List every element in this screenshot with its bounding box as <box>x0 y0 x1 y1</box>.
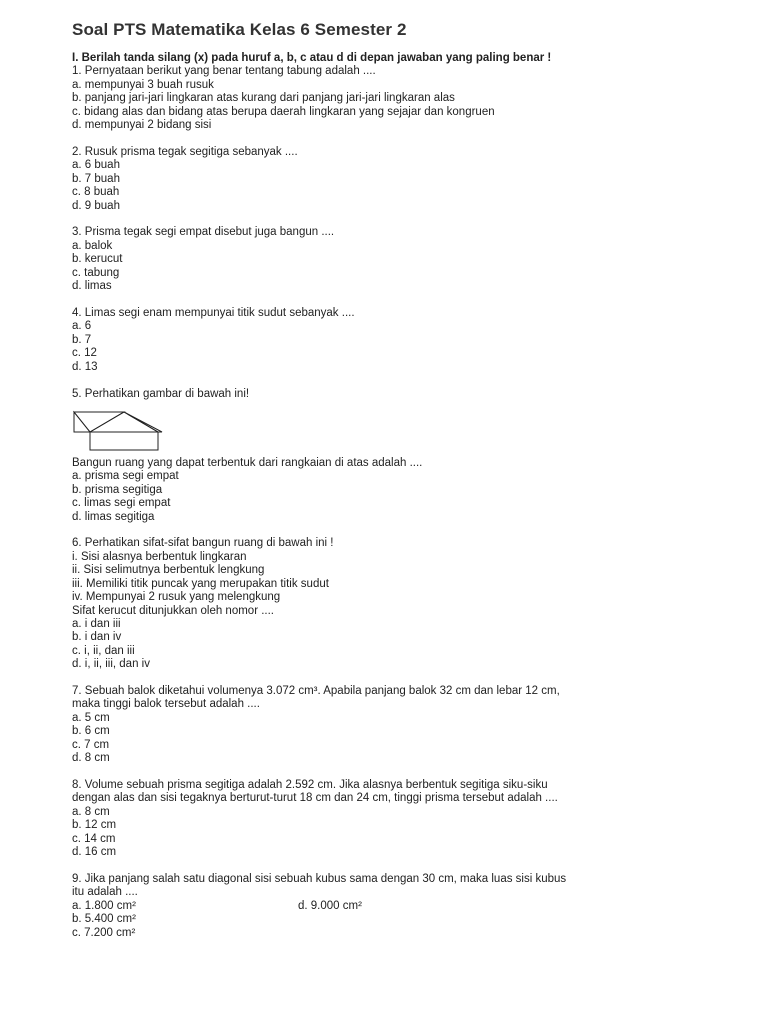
option-b: b. 12 cm <box>72 819 117 832</box>
question-text: 2. Rusuk prisma tegak segitiga sebanyak .... <box>72 145 298 158</box>
option-d: d. limas <box>72 280 112 293</box>
option-d: d. 16 cm <box>72 846 117 858</box>
option-a: a. 6 buah <box>72 159 120 172</box>
question-text-continued: itu adalah .... <box>72 886 138 899</box>
pyramid-net-diagram <box>72 405 164 451</box>
question-followup: Sifat kerucut ditunjukkan oleh nomor .... <box>72 604 274 617</box>
option-b: b. 5.400 cm² <box>72 913 136 926</box>
question-text-continued: dengan alas dan sisi tegaknya berturut-turut 18 cm dan 24 cm, tinggi prisma tersebut adalah .... <box>72 792 558 805</box>
net-top-triangle <box>90 412 158 432</box>
option-a: a. 6 <box>72 320 92 333</box>
statement-ii: ii. Sisi selimutnya berbentuk lengkung <box>72 564 265 577</box>
option-d: d. mempunyai 2 bidang sisi <box>72 119 212 132</box>
option-b: b. 7 buah <box>72 172 120 185</box>
question-9 <box>72 873 712 940</box>
question-text: 1. Pernyataan berikut yang benar tentang tabung adalah .... <box>72 65 376 78</box>
option-a: a. i dan iii <box>72 617 121 630</box>
option-c: c. i, ii, dan iii <box>72 644 135 657</box>
option-b: b. 6 cm <box>72 725 110 738</box>
statement-iv: iv. Mempunyai 2 rusuk yang melengkung <box>72 591 281 604</box>
question-text: 9. Jika panjang salah satu diagonal sisi sebuah kubus sama dengan 30 cm, maka luas sisi kubus <box>72 872 567 885</box>
question-text: 6. Perhatikan sifat-sifat bangun ruang di bawah ini ! <box>72 537 334 550</box>
question-2 <box>72 146 712 213</box>
worksheet-title: Soal PTS Matematika Kelas 6 Semester 2 <box>72 20 407 39</box>
option-a: a. prisma segi empat <box>72 470 179 483</box>
option-d: d. i, ii, iii, dan iv <box>72 658 150 671</box>
option-d: d. 13 <box>72 360 98 373</box>
net-right-triangle <box>124 412 162 432</box>
question-text: 5. Perhatikan gambar di bawah ini! <box>72 387 250 400</box>
statement-iii: iii. Memiliki titik puncak yang merupakan titik sudut <box>72 577 329 590</box>
question-6 <box>72 537 712 671</box>
option-c: c. 8 buah <box>72 186 120 199</box>
option-b: b. 7 <box>72 333 92 346</box>
option-b: b. panjang jari-jari lingkaran atas kurang dari panjang jari-jari lingkaran alas <box>72 92 455 105</box>
option-a: a. balok <box>72 239 113 252</box>
option-a: a. mempunyai 3 buah rusuk <box>72 78 214 91</box>
worksheet-page <box>72 18 712 940</box>
option-a: a. 1.800 cm² <box>72 899 136 912</box>
question-text: 8. Volume sebuah prisma segitiga adalah 2.592 cm. Jika alasnya berbentuk segitiga siku-siku <box>72 778 548 791</box>
question-text: 4. Limas segi enam mempunyai titik sudut sebanyak .... <box>72 307 355 319</box>
question-text-continued: maka tinggi balok tersebut adalah .... <box>72 698 260 711</box>
option-a: a. 8 cm <box>72 805 110 818</box>
question-7 <box>72 685 712 765</box>
net-left-flap <box>74 412 90 432</box>
option-d: d. 8 cm <box>72 752 110 765</box>
instruction-text: I. Berilah tanda silang (x) pada huruf a, b, c atau d di depan jawaban yang paling benar ! <box>72 52 552 64</box>
option-b: b. prisma segitiga <box>72 483 163 496</box>
question-1 <box>72 65 712 132</box>
option-c: c. 7 cm <box>72 738 110 751</box>
question-8 <box>72 779 712 859</box>
option-a: a. 5 cm <box>72 711 110 724</box>
question-text: 7. Sebuah balok diketahui volumenya 3.072 cm³. Apabila panjang balok 32 cm dan lebar 12 cm, <box>72 685 560 698</box>
net-base-square <box>90 432 158 450</box>
option-c: c. 14 cm <box>72 832 116 845</box>
option-c: c. tabung <box>72 266 120 279</box>
net-figure <box>72 405 712 451</box>
option-c: c. 7.200 cm² <box>72 926 136 939</box>
option-d: d. limas segitiga <box>72 510 155 523</box>
question-5 <box>72 388 712 524</box>
option-b: b. kerucut <box>72 253 123 266</box>
option-d: d. 9 buah <box>72 199 120 212</box>
question-4 <box>72 307 712 374</box>
option-b: b. i dan iv <box>72 631 122 644</box>
question-text: 3. Prisma tegak segi empat disebut juga bangun .... <box>72 226 335 239</box>
option-c: c. 12 <box>72 347 97 360</box>
question-followup: Bangun ruang yang dapat terbentuk dari rangkaian di atas adalah .... <box>72 456 423 469</box>
option-d: d. 9.000 cm² <box>298 899 362 912</box>
option-c: c. bidang alas dan bidang atas berupa daerah lingkaran yang sejajar dan kongruen <box>72 105 495 118</box>
question-3 <box>72 226 712 293</box>
option-c: c. limas segi empat <box>72 497 171 510</box>
statement-i: i. Sisi alasnya berbentuk lingkaran <box>72 550 247 563</box>
option-row <box>72 900 712 913</box>
